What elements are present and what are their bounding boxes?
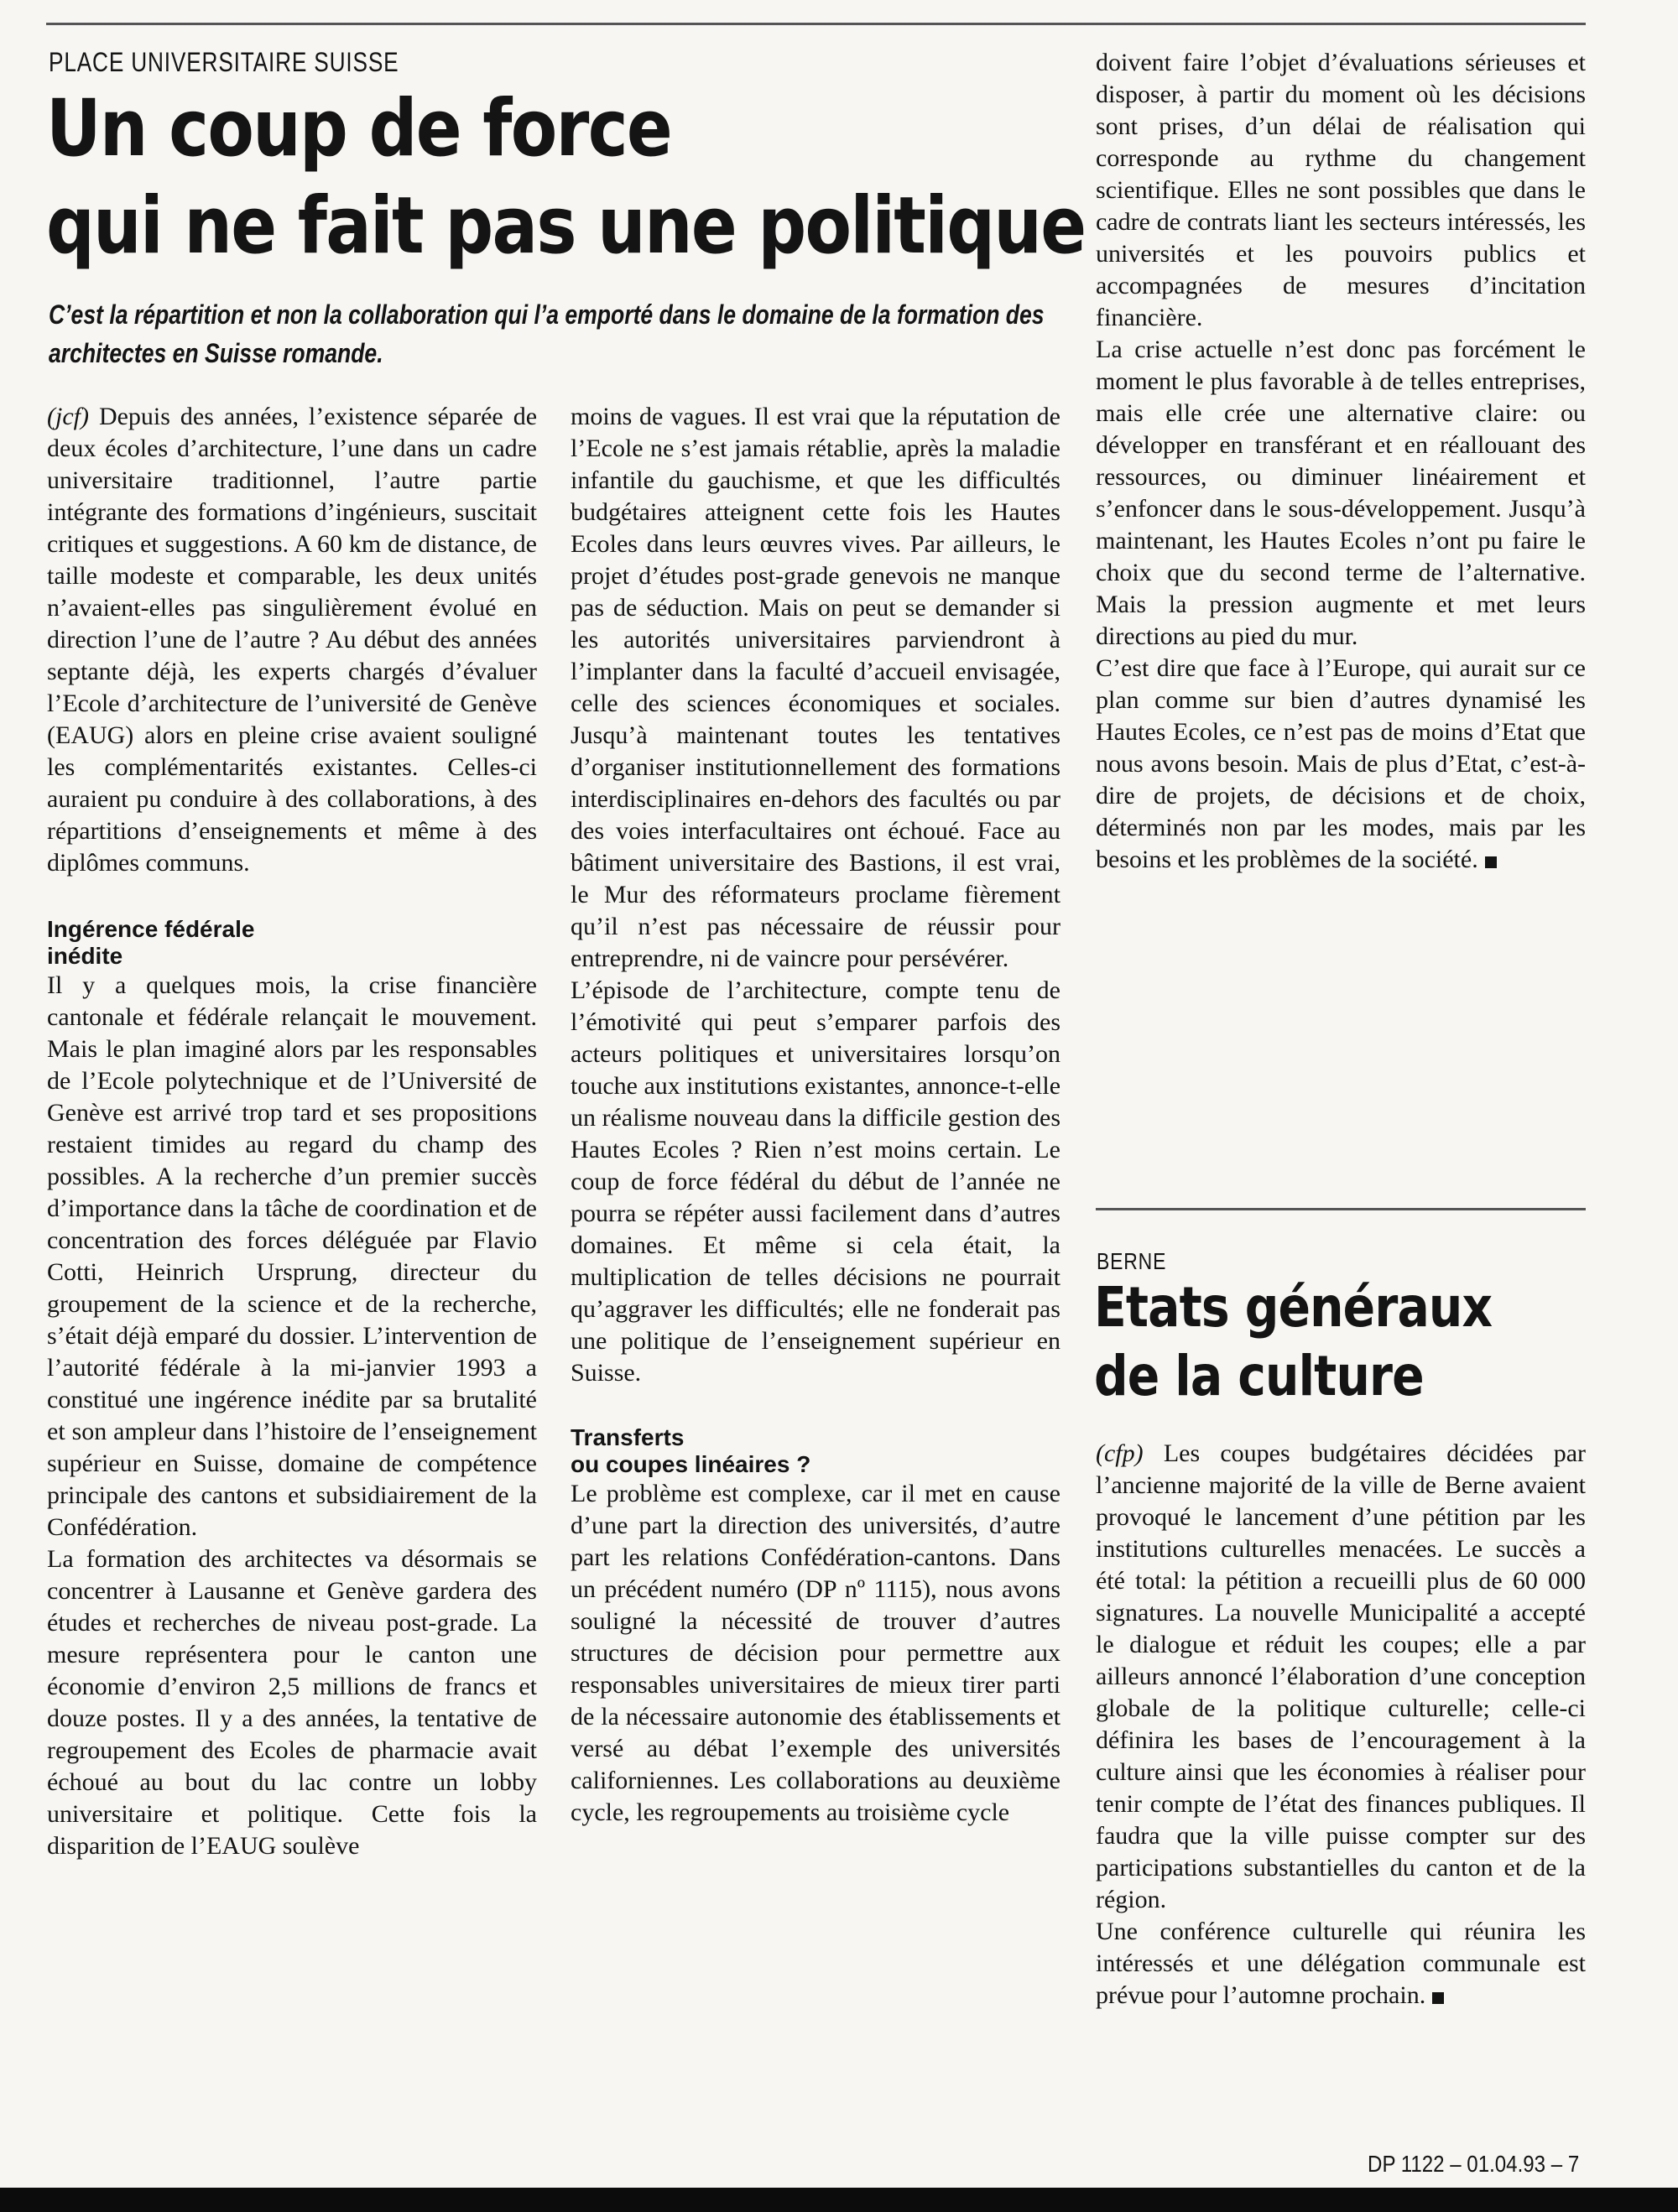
headline-line-2: de la culture xyxy=(1094,1344,1424,1408)
headline-line-2: qui ne fait pas une politique xyxy=(46,180,1086,272)
article-kicker: PLACE UNIVERSITAIRE SUISSE xyxy=(49,47,399,77)
paragraph xyxy=(1096,1438,1586,1916)
paragraph xyxy=(1096,1916,1586,2012)
subhead-line: inédite xyxy=(47,943,123,969)
byline: (jcf) xyxy=(47,403,89,430)
top-rule xyxy=(46,23,1586,25)
scan-border xyxy=(0,2188,1678,2212)
subhead-line: Transferts xyxy=(571,1424,685,1450)
subhead-line: ou coupes linéaires ? xyxy=(571,1451,811,1477)
end-of-article-mark xyxy=(1432,1992,1444,2004)
article2-headline xyxy=(1094,1273,1599,1411)
byline: (cfp) xyxy=(1096,1439,1144,1467)
article2-body xyxy=(1096,1438,1586,2012)
section-rule xyxy=(1096,1208,1586,1210)
paragraph-text: Depuis des années, l’existence séparée de deux écoles d’architecture, l’une dans un cadre universitaire traditionnel, l’autre partie intégrante des formations d’ingénieurs, suscitait critiques et suggestions. A 60 km de distance, de taille modeste et comparable, les deux unités n’avaient-elles pas singulièrement évolué en direction l’une de l’autre ? Au début des années septante déjà, les experts chargés d’évaluer l’Ecole d’architecture de l’université de Genève (EAUG) alors en pleine crise avaient souligné les complémentarités existantes. Celles-ci auraient pu conduire à des collaborations, à des répartitions d’enseignements et même à des diplômes communs. xyxy=(47,403,538,877)
article-lead: C’est la répartition et non la collaboration qui l’a emporté dans le domaine de la formation des architectes en Suisse romande. xyxy=(49,299,1045,368)
headline-line-1: Un coup de force xyxy=(46,83,672,174)
article2-kicker: BERNE xyxy=(1097,1248,1167,1274)
paragraph xyxy=(1096,653,1586,876)
subhead xyxy=(571,1424,1060,1478)
subhead-line: Ingérence fédérale xyxy=(47,916,255,942)
paragraph: doivent faire l’objet d’évaluations sérieuses et disposer, à partir du moment où les décisions sont prises, d’un délai de réalisation qui corresponde au rythme du changement scientifique. Elles ne sont possibles que dans le cadre de contrats liant les secteurs intéressés, les universités et les pouvoirs publics et accompagnées de mesures d’incitation financière. xyxy=(1096,49,1586,331)
article-headline xyxy=(46,81,1086,275)
paragraph: L’épisode de l’architecture, compte tenu de l’émotivité qui peut s’emparer parfois des acteurs politiques et universitaires lorsqu’on touche aux institutions existantes, annonce-t-elle un réalisme nouveau dans la difficile gestion des Hautes Ecoles ? Rien n’est moins certain. Le coup de force fédéral du début de l’année ne pourra se répéter aussi facilement dans d’autres domaines. Et même si cela était, la multiplication de telles décisions ne pourrait qu’aggraver les difficultés; elle ne fonderait pas une politique de l’enseignement supérieur en Suisse. xyxy=(571,976,1061,1387)
paragraph-text: C’est dire que face à l’Europe, qui aurait sur ce plan comme sur bien d’autres dynamisé les Hautes Ecoles, ce n’est pas de moins d’Etat que nous avons besoin. Mais de plus d’Etat, c’est-à-dire de projets, de décisions et de choix, déterminés non par les modes, mais par les besoins et les problèmes de la société. xyxy=(1096,654,1586,873)
paragraph: Il y a quelques mois, la crise financière cantonale et fédérale relançait le mouvement. Mais le plan imaginé alors par les responsables de l’Ecole polytechnique et de l’Université de Genève est arrivé trop tard et ses propositions restaient timides au regard du champ des possibles. A la recherche d’un premier succès d’importance dans la tâche de coordination et de concentration des forces déléguée par Flavio Cotti, Heinrich Ursprung, directeur du groupement de la science et de la recherche, s’était déjà emparé du dossier. L’intervention de l’autorité fédérale à la mi-janvier 1993 a constitué une ingérence inédite par sa brutalité et son ampleur dans l’histoire de l’enseignement supérieur en Suisse, domaine de compétence principale des cantons et subsidiairement de la Confédération. xyxy=(47,971,537,1541)
article-column-3 xyxy=(1096,47,1586,876)
paragraph: Le problème est complexe, car il met en cause d’une part la direction des universités, d’autre part les relations Confédération-cantons. Dans un précédent numéro (DP nº 1115), nous avons souligné la nécessité de trouver d’autres structures de décision pour permettre aux responsables universitaires de mieux tirer parti de la nécessaire autonomie des établissements et versé au débat l’exemple des universités californiennes. Les collaborations au deuxième cycle, les regroupements au troisième cycle xyxy=(571,1480,1060,1826)
end-of-article-mark xyxy=(1485,856,1497,868)
article-column-1 xyxy=(47,401,537,1862)
paragraph: La formation des architectes va désormais se concentrer à Lausanne et Genève gardera des études et recherches de niveau post-grade. La mesure représentera pour le canton une économie d’environ 2,5 millions de francs et douze postes. Il y a des années, la tentative de regroupement des Ecoles de pharmacie avait échoué au bout du lac contre un lobby universitaire et politique. Cette fois la disparition de l’EAUG soulève xyxy=(47,1545,537,1860)
paragraph-text: Les coupes budgétaires décidées par l’ancienne majorité de la ville de Berne avaient provoqué le lancement d’une pétition par les institutions culturelles menacées. Le succès a été total: la pétition a recueilli plus de 60 000 signatures. La nouvelle Municipalité a accepté le dialogue et réduit les coupes; elle a par ailleurs annoncé l’élaboration d’une conception globale de la politique culturelle; celle-ci définira les bases de l’encouragement à la culture ainsi que les économies à réaliser pour tenir compte de l’état des finances publiques. Il faudra que la ville puisse compter sur des participations substantielles du canton et de la région. xyxy=(1096,1439,1587,1913)
subhead xyxy=(47,916,537,970)
paragraph xyxy=(47,401,537,879)
article-column-2 xyxy=(571,401,1060,1829)
paragraph: moins de vagues. Il est vrai que la réputation de l’Ecole ne s’est jamais rétablie, après la maladie infantile du gauchisme, et que les difficultés budgétaires atteignent cette fois les Hautes Ecoles dans leurs œuvres vives. Par ailleurs, le projet d’études post-grade genevois ne manque pas de séduction. Mais on peut se demander si les autorités universitaires parviendront à l’implanter dans la faculté d’accueil envisagée, celle des sciences économiques et sociales. Jusqu’à maintenant toutes les tentatives d’organiser institutionnellement des formations interdisciplinaires en-dehors des facultés ou par des voies interfacultaires ont échoué. Face au bâtiment universitaire des Bastions, il est vrai, le Mur des réformateurs proclame fièrement qu’il n’est pas nécessaire de réussir pour entreprendre, ni de vaincre pour persévérer. xyxy=(571,403,1060,972)
page-footer: DP 1122 – 01.04.93 – 7 xyxy=(1367,2151,1579,2177)
paragraph: La crise actuelle n’est donc pas forcément le moment le plus favorable à de telles entreprises, mais elle crée une alternative claire: ou développer en transférant et en réallouant des ressources, ou diminuer linéairement et s’enfoncer dans le sous-développement. Jusqu’à maintenant, les Hautes Ecoles n’ont pu faire le choix que du second terme de l’alternative. Mais la pression augmente et met leurs directions au pied du mur. xyxy=(1096,336,1586,650)
paragraph-text: Une conférence culturelle qui réunira les intéressés et une délégation communale est prévue pour l’automne prochain. xyxy=(1096,1918,1586,2009)
headline-line-1: Etats généraux xyxy=(1094,1275,1493,1340)
